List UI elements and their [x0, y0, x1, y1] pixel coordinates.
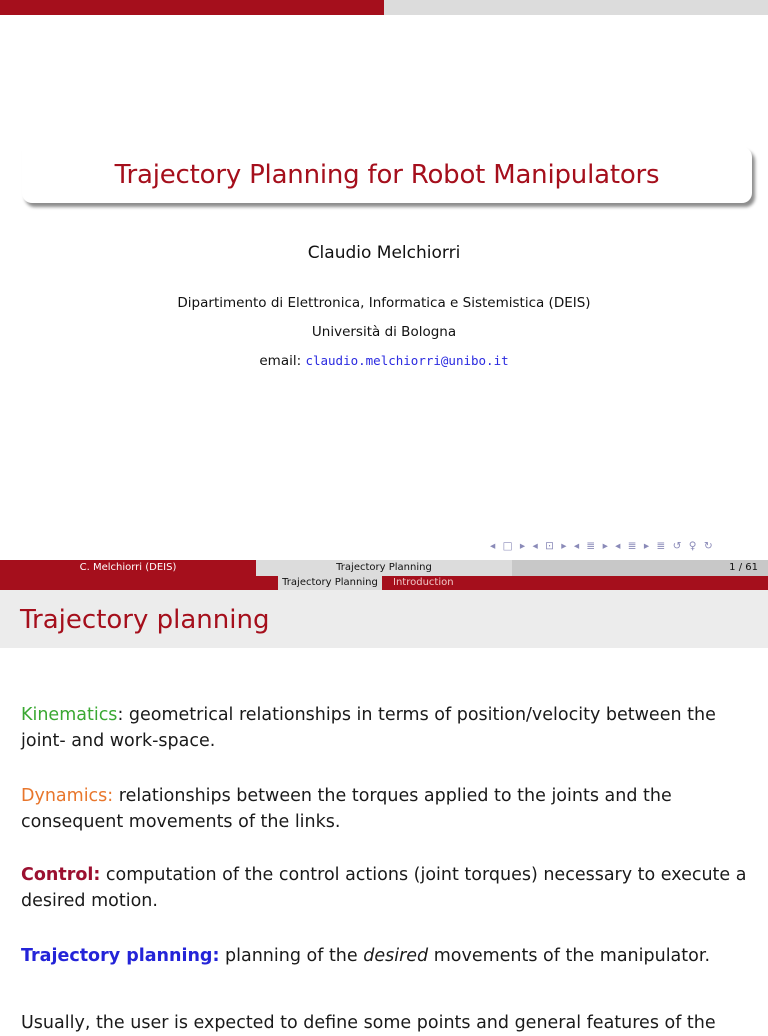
footer-title: Trajectory Planning: [336, 562, 432, 573]
section-link-trajectory-planning[interactable]: Trajectory Planning: [282, 577, 378, 588]
author-name: Claudio Melchiorri: [307, 243, 461, 263]
control-description: computation of the control actions (joint torques) necessary to execute a desired motion.: [21, 865, 747, 911]
dynamics-description: relationships between the torques applied to the joints and the consequent movements of the links.: [21, 786, 672, 832]
trajectory-emphasis: desired: [363, 946, 429, 966]
title-box: [22, 147, 752, 203]
email-link[interactable]: claudio.melchiorri@unibo.it: [305, 353, 509, 368]
paragraph-trajectory-planning: [21, 943, 749, 969]
term-trajectory-planning: Trajectory planning:: [21, 946, 220, 966]
email-label: email:: [259, 353, 302, 369]
paragraph-kinematics: [21, 702, 749, 754]
footer-page-number: 1 / 61: [729, 562, 758, 573]
header-bar-right: [384, 0, 768, 15]
term-dynamics: Dynamics:: [21, 786, 114, 806]
section-navigation-bar: [0, 576, 768, 590]
paragraph-dynamics: [21, 783, 749, 835]
trajectory-description-before: planning of the: [219, 946, 364, 966]
presentation-title: Trajectory Planning for Robot Manipulators: [114, 160, 660, 190]
kinematics-description: : geometrical relationships in terms of position/velocity between the joint- and work-space.: [21, 705, 716, 751]
term-kinematics: Kinematics: [21, 705, 118, 725]
header-bar-left: [0, 0, 384, 15]
paragraph-control: [21, 862, 749, 914]
term-control: Control:: [21, 865, 101, 885]
university-name: Università di Bologna: [311, 324, 457, 340]
frame-title: Trajectory planning: [20, 605, 270, 635]
institute-name: Dipartimento di Elettronica, Informatica e Sistemistica (DEIS): [177, 295, 591, 311]
email-line: [0, 353, 768, 369]
paragraph-usually: Usually, the user is expected to define some points and general features of the: [21, 1013, 716, 1033]
subsection-link-introduction[interactable]: Introduction: [393, 577, 454, 588]
footer-author: C. Melchiorri (DEIS): [79, 562, 177, 573]
trajectory-description-after: movements of the manipulator.: [428, 946, 711, 966]
beamer-navigation-controls[interactable]: ◂ □ ▸ ◂ ⊡ ▸ ◂ ≣ ▸ ◂ ≣ ▸ ≣ ↺ ♀ ↻: [490, 540, 715, 552]
